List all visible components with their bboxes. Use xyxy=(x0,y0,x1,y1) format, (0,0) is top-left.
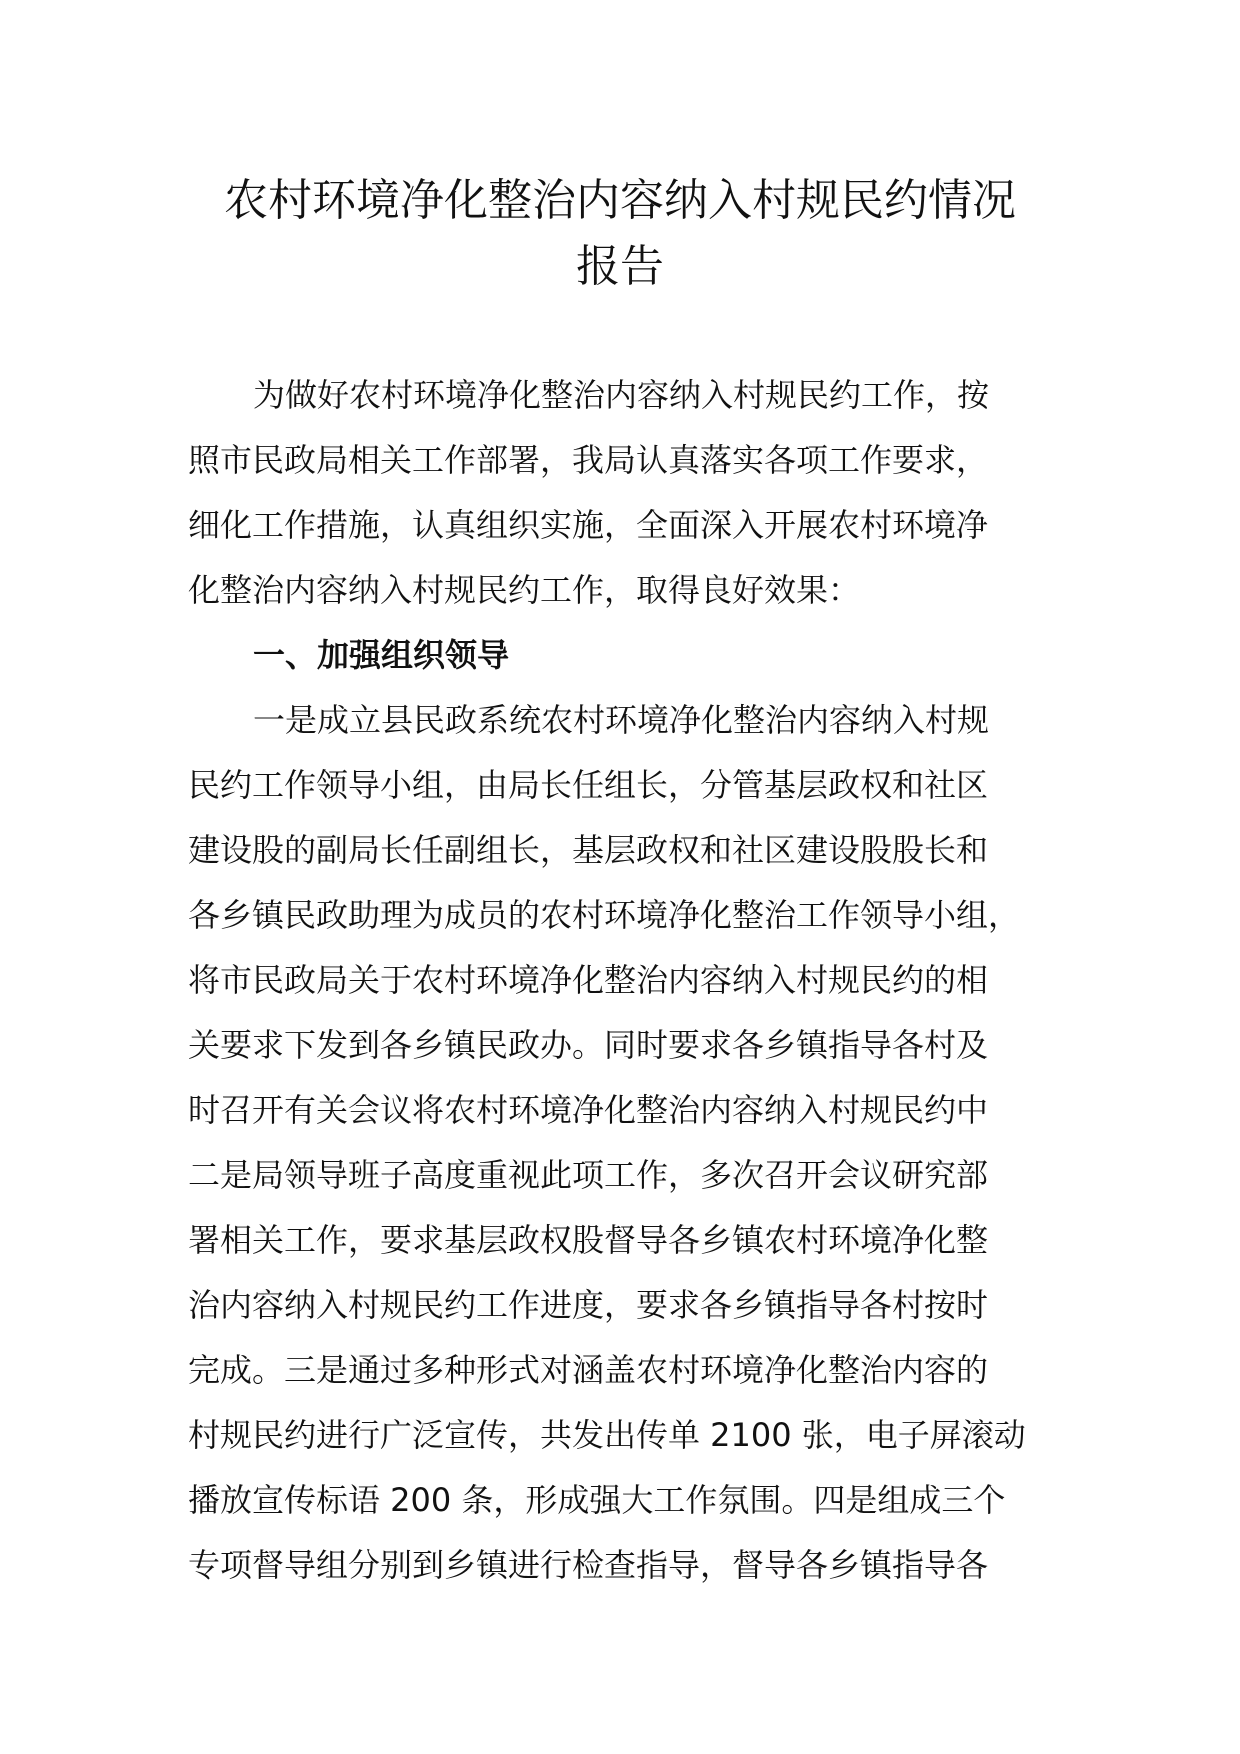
body-line: 一是成立县民政系统农村环境净化整治内容纳入村规 xyxy=(253,701,990,739)
title-line-2: 报告 xyxy=(576,241,664,292)
body-line: 细化工作措施，认真组织实施，全面深入开展农村环境净 xyxy=(188,506,989,544)
body-line: 署相关工作，要求基层政权股督导各乡镇农村环境净化整 xyxy=(188,1221,989,1259)
body-line: 建设股的副局长任副组长，基层政权和社区建设股股长和 xyxy=(188,831,989,869)
body-line: 各乡镇民政助理为成员的农村环境净化整治工作领导小组， xyxy=(188,896,1021,934)
document-title xyxy=(180,168,1060,300)
title-line-1: 农村环境净化整治内容纳入村规民约情况 xyxy=(224,175,1016,226)
document-body xyxy=(188,363,1060,1598)
body-line: 将市民政局关于农村环境净化整治内容纳入村规民约的相 xyxy=(188,961,989,999)
body-line: 民约工作领导小组，由局长任组长，分管基层政权和社区 xyxy=(188,766,989,804)
body-line: 化整治内容纳入村规民约工作，取得良好效果： xyxy=(188,571,861,609)
body-line: 为做好农村环境净化整治内容纳入村规民约工作，按 xyxy=(253,376,990,414)
body-line: 关要求下发到各乡镇民政办。同时要求各乡镇指导各村及 xyxy=(188,1026,989,1064)
body-line: 时召开有关会议将农村环境净化整治内容纳入村规民约中 xyxy=(188,1091,989,1129)
body-line: 专项督导组分别到乡镇进行检查指导，督导各乡镇指导各 xyxy=(188,1546,989,1584)
body-line: 照市民政局相关工作部署，我局认真落实各项工作要求， xyxy=(188,441,989,479)
body-line: 完成。三是通过多种形式对涵盖农村环境净化整治内容的 xyxy=(188,1351,989,1389)
body-line: 村规民约进行广泛宣传，共发出传单 2100 张，电子屏滚动 xyxy=(188,1416,1026,1454)
body-line: 二是局领导班子高度重视此项工作，多次召开会议研究部 xyxy=(188,1156,989,1194)
body-line: 播放宣传标语 200 条，形成强大工作氛围。四是组成三个 xyxy=(188,1481,1006,1519)
section-heading: 一、加强组织领导 xyxy=(253,636,510,674)
body-line: 治内容纳入村规民约工作进度，要求各乡镇指导各村按时 xyxy=(188,1286,989,1324)
